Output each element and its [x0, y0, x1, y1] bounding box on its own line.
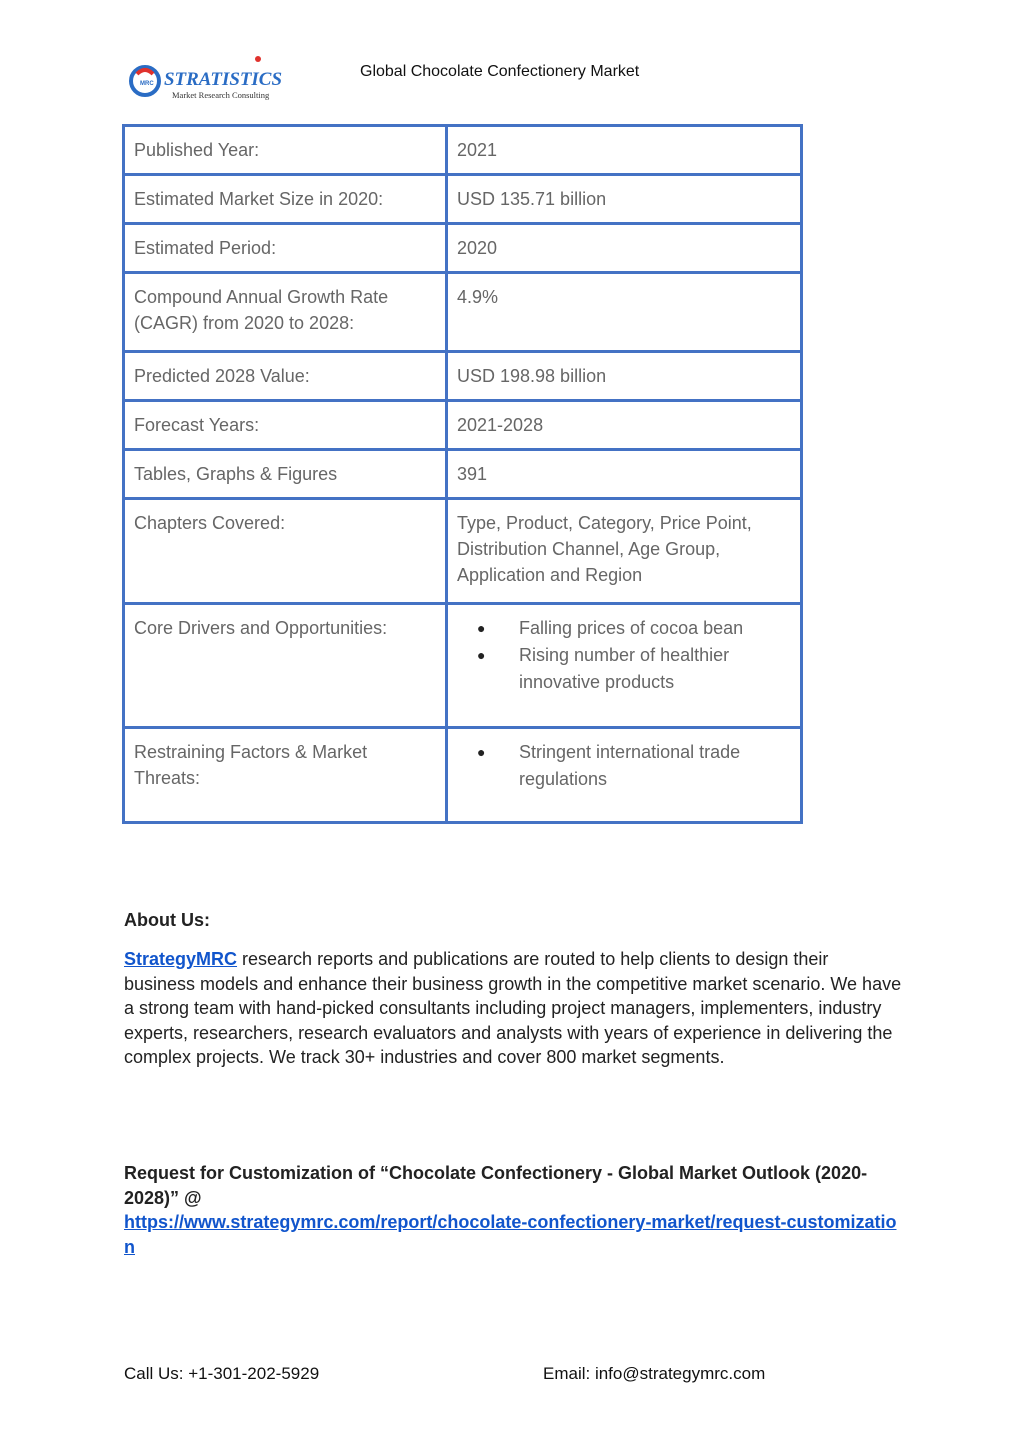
row-label: Estimated Market Size in 2020:	[124, 175, 447, 224]
list-item: ● Falling prices of cocoa bean	[477, 615, 791, 642]
row-value: USD 135.71 billion	[447, 175, 802, 224]
request-customization-link[interactable]: https://www.strategymrc.com/report/chocolate-confectionery-market/request-customization	[124, 1212, 897, 1257]
list-item: ● Stringent international trade regulations	[477, 739, 791, 793]
table-row	[124, 352, 802, 401]
restraints-list	[457, 739, 791, 793]
row-value	[447, 604, 802, 728]
row-value: 391	[447, 450, 802, 499]
row-label: Compound Annual Growth Rate (CAGR) from 2020 to 2028:	[124, 273, 447, 352]
logo-badge: MRC	[140, 81, 154, 87]
market-summary-table	[122, 124, 803, 824]
customization-request	[124, 1161, 904, 1259]
row-label: Predicted 2028 Value:	[124, 352, 447, 401]
table-row	[124, 728, 802, 823]
row-value: Type, Product, Category, Price Point, Distribution Channel, Age Group, Application and Region	[447, 499, 802, 604]
table-row	[124, 450, 802, 499]
row-label: Estimated Period:	[124, 224, 447, 273]
row-value: USD 198.98 billion	[447, 352, 802, 401]
row-label: Chapters Covered:	[124, 499, 447, 604]
strategymrc-link[interactable]: StrategyMRC	[124, 949, 238, 969]
table-row	[124, 224, 802, 273]
row-label: Core Drivers and Opportunities:	[124, 604, 447, 728]
table-row	[124, 273, 802, 352]
row-value: 4.9%	[447, 273, 802, 352]
row-label: Restraining Factors & Market Threats:	[124, 728, 447, 823]
row-value: 2021-2028	[447, 401, 802, 450]
table-row	[124, 604, 802, 728]
row-label: Tables, Graphs & Figures	[124, 450, 447, 499]
footer-phone: Call Us: +1-301-202-5929	[124, 1364, 320, 1383]
logo-text: STRATISTICS	[164, 69, 282, 90]
row-value: 2021	[447, 126, 802, 175]
row-value	[447, 728, 802, 823]
table-row	[124, 126, 802, 175]
drivers-list	[457, 615, 791, 696]
row-label: Published Year:	[124, 126, 447, 175]
table-row	[124, 499, 802, 604]
about-heading: About Us:	[124, 910, 210, 930]
about-body-text: research reports and publications are routed to help clients to design their business models and enhance their business growth in the competitive market scenario. We have a strong team with hand-picked consultants including project managers, implementers, industry experts, researchers, research evaluators and analysts with years of experience in delivering the complex projects. We track 30+ industries and cover 800 market segments.	[124, 949, 902, 1067]
stratistics-logo	[128, 54, 288, 102]
row-label: Forecast Years:	[124, 401, 447, 450]
list-item: ● Rising number of healthier innovative products	[477, 642, 791, 696]
row-value: 2020	[447, 224, 802, 273]
footer-email: Email: info@strategymrc.com	[543, 1364, 766, 1383]
table-row	[124, 401, 802, 450]
request-text: Request for Customization of “Chocolate Confectionery - Global Market Outlook (2020-2028)” @	[124, 1163, 868, 1208]
about-paragraph	[124, 947, 904, 1070]
page-header-title: Global Chocolate Confectionery Market	[360, 63, 640, 80]
table-row	[124, 175, 802, 224]
logo-subtitle: Market Research Consulting	[172, 90, 270, 100]
logo-graphic	[128, 54, 288, 102]
